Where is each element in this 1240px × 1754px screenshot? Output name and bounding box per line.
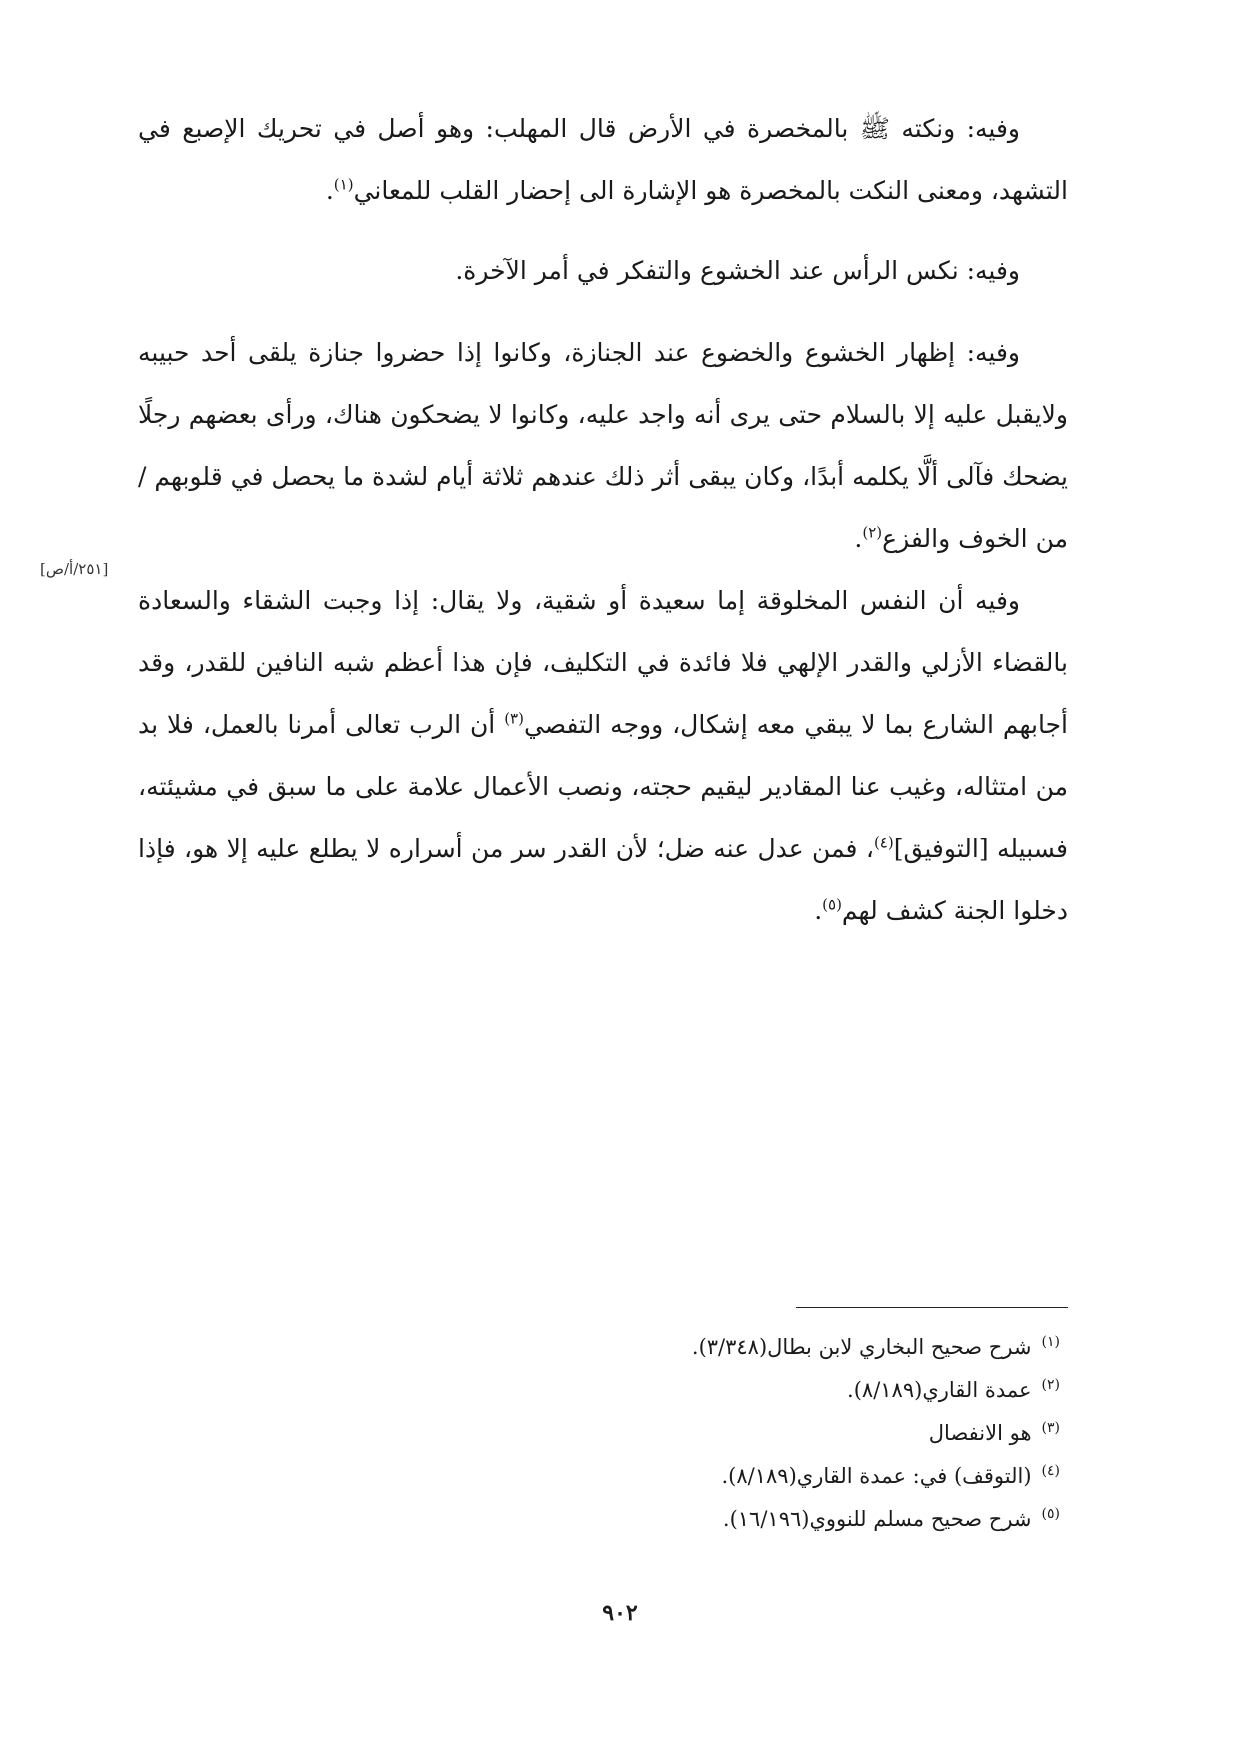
paragraph-segment: وفيه: نكس الرأس عند الخشوع والتفكر في أمر الآخرة. [455, 256, 1020, 285]
footnote-mark: (١) [1041, 1334, 1060, 1350]
footnote-text: شرح صحيح مسلم للنووي(١٦/١٩٦). [722, 1507, 1032, 1531]
paragraph-text [138, 240, 1068, 302]
paragraph-segment: أن الرب تعالى أمرنا بالعمل، فلا بد من امتثاله، وغيب عنا المقادير ليقيم حجته، ونصب الأعمال علامة على ما سبق في مشيئته، فسبيله [التوفيق] [138, 710, 1068, 863]
footnote-2 [138, 1369, 1060, 1412]
footnote-mark: (٢) [1041, 1377, 1060, 1393]
paragraph-segment: . [854, 524, 863, 553]
footnote-reference: (٢) [862, 523, 883, 542]
footnote-mark: (٥) [1041, 1506, 1060, 1522]
paragraph-3 [138, 322, 1068, 570]
footnote-1 [138, 1326, 1060, 1369]
paragraph-segment: . [814, 896, 823, 925]
paragraph-4 [138, 570, 1068, 942]
footnote-reference: (٤) [873, 833, 894, 852]
paragraph-segment: ، فمن عدل عنه ضل؛ لأن القدر سر من أسراره لا يطلع عليه إلا هو، فإذا دخلوا الجنة كشف لهم [138, 834, 1068, 925]
footnote-separator [796, 1307, 1068, 1308]
paragraph-segment: وفيه: ونكته ﷺ بالمخصرة في الأرض قال المهلب: وهو أصل في تحريك الإصبع في التشهد، ومعنى النكت بالمخصرة هو الإشارة الى إحضار القلب للمعاني [138, 114, 1068, 205]
footnote-text: (التوقف) في: عمدة القاري(٨/١٨٩). [721, 1464, 1032, 1488]
footnote-reference: (١) [333, 175, 354, 194]
paragraph-segment: وفيه: إظهار الخشوع والخضوع عند الجنازة، وكانوا إذا حضروا جنازة يلقى أحد حبيبه ولايقبل عليه إلا بالسلام حتى يرى أنه واجد عليه، وكانوا لا يضحكون هناك، ورأى بعضهم رجلًا يضحك فآلى ألَّا يكلمه أبدًا، وكان يبقى أثر ذلك عندهم ثلاثة أيام لشدة ما يحصل في قلوبهم /من الخوف والفزع [138, 338, 1068, 553]
footnote-text: عمدة القاري(٨/١٨٩). [847, 1378, 1032, 1402]
page-number: ٩٠٢ [602, 1600, 638, 1626]
footnote-text: هو الانفصال [928, 1421, 1032, 1445]
paragraph-text [138, 322, 1068, 570]
footnotes-section [138, 1326, 1060, 1541]
footnote-4 [138, 1455, 1060, 1498]
footnote-text: شرح صحيح البخاري لابن بطال(٣/٣٤٨). [691, 1335, 1032, 1359]
paragraph-segment: وفيه أن النفس المخلوقة إما سعيدة أو شقية، ولا يقال: إذا وجبت الشقاء والسعادة بالقضاء الأزلي والقدر الإلهي فلا فائدة في التكليف، فإن هذا أعظم شبه النافين للقدر، وقد أجابهم الشارع بما لا يبقي معه إشكال، ووجه التفصي [138, 586, 1068, 739]
paragraph-segment: . [325, 176, 334, 205]
footnote-reference: (٣) [504, 709, 524, 728]
paragraph-text [138, 98, 1068, 222]
margin-folio-note: [٢٥١/أ/ص] [40, 560, 109, 578]
paragraph-1 [138, 98, 1068, 222]
footnote-mark: (٤) [1041, 1463, 1060, 1479]
paragraph-text [138, 570, 1068, 942]
footnote-mark: (٣) [1041, 1420, 1060, 1436]
paragraph-2 [138, 240, 1068, 302]
footnote-3 [138, 1412, 1060, 1455]
footnote-5 [138, 1498, 1060, 1541]
footnote-reference: (٥) [822, 895, 842, 914]
